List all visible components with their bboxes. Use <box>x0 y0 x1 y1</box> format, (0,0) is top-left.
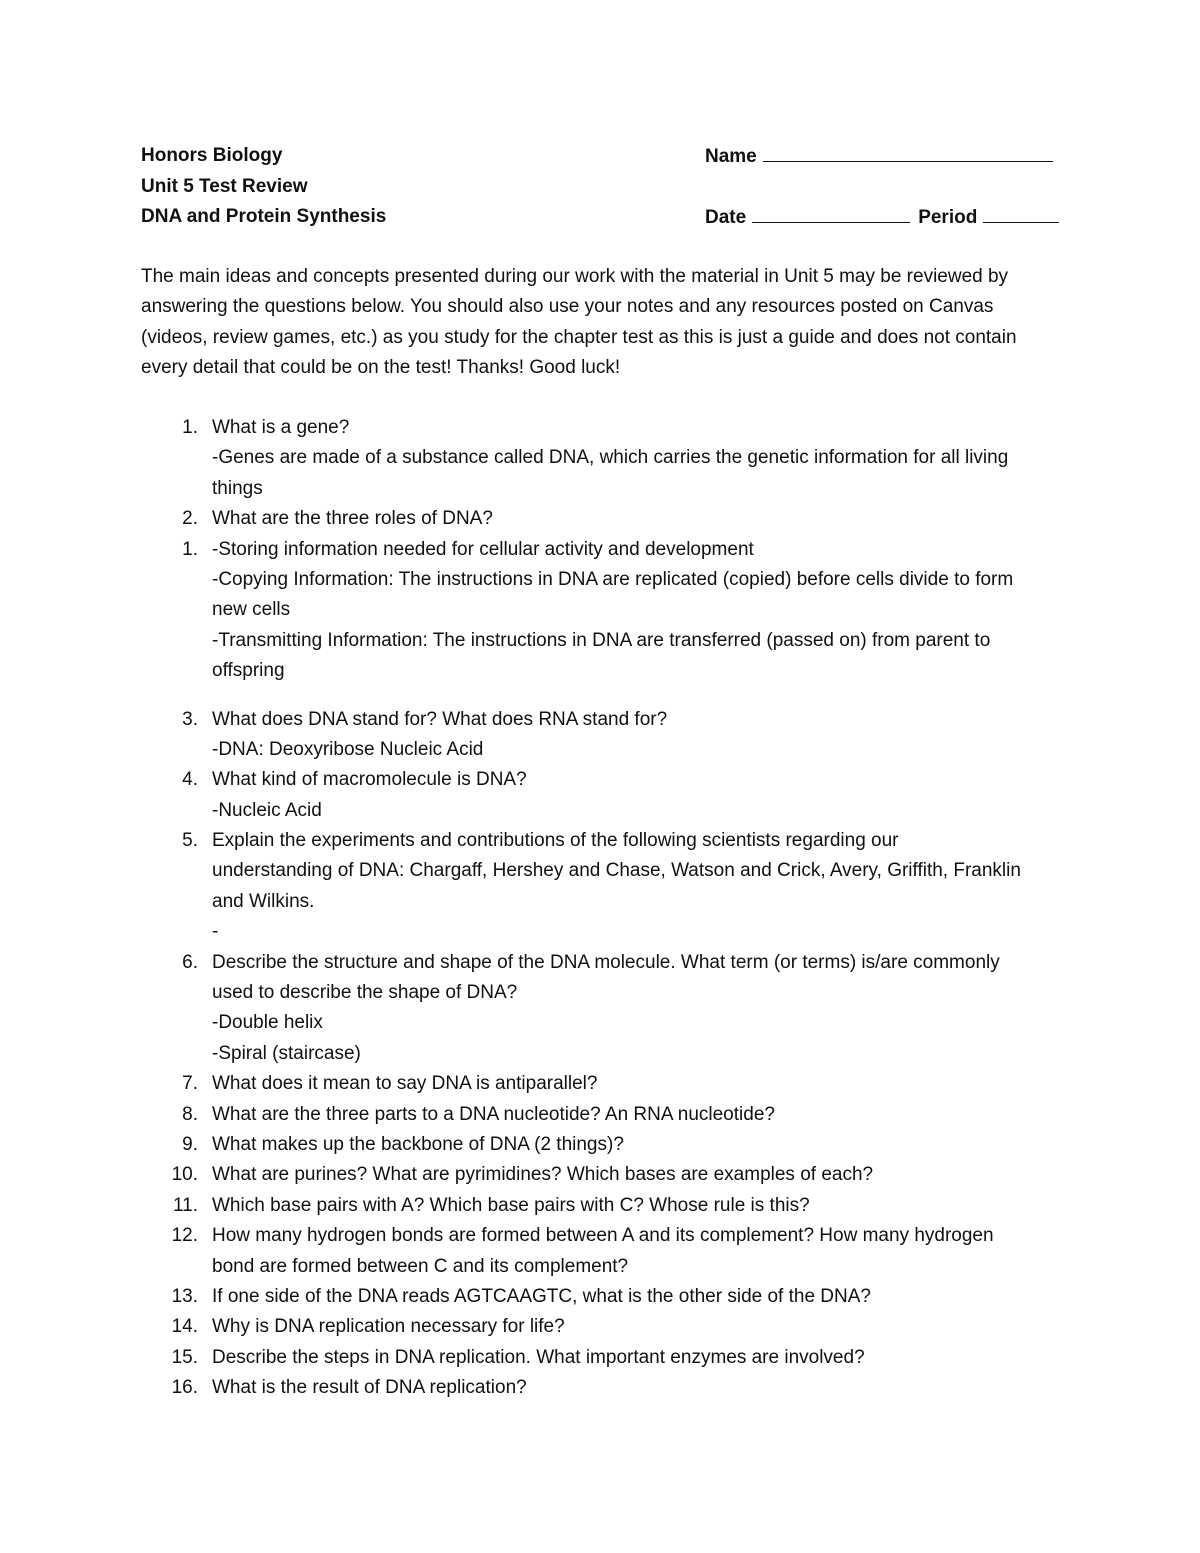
question-item <box>141 1312 1061 1342</box>
question-number: 7. <box>182 1073 198 1095</box>
header-left <box>141 141 386 233</box>
question-item <box>141 1160 1061 1190</box>
answer-line: bond are formed between C and its complement? <box>212 1255 629 1277</box>
question-item <box>141 535 1061 687</box>
answer-line: -Double helix <box>212 1012 323 1034</box>
question-number: 10. <box>171 1164 198 1186</box>
answer-line: offspring <box>212 660 285 682</box>
intro-line: every detail that could be on the test! Thanks! Good luck! <box>141 357 621 379</box>
question-number: 8. <box>182 1103 198 1125</box>
question-number: 5. <box>182 830 198 852</box>
period-label: Period <box>918 207 978 228</box>
question-item <box>141 1191 1061 1221</box>
question-item <box>141 826 1061 948</box>
question-text: Why is DNA replication necessary for life? <box>212 1316 565 1338</box>
answer-line: -Genes are made of a substance called DNA, which carries the genetic information for all living <box>212 447 1009 469</box>
header-right <box>705 141 1060 233</box>
question-text: How many hydrogen bonds are formed between A and its complement? How many hydrogen <box>212 1225 994 1247</box>
question-text: What makes up the backbone of DNA (2 things)? <box>212 1133 624 1155</box>
question-item <box>141 1282 1061 1312</box>
question-item <box>141 705 1061 766</box>
question-item <box>141 765 1061 826</box>
answer-line: -DNA: Deoxyribose Nucleic Acid <box>212 738 484 760</box>
answer-line: -Transmitting Information: The instructions in DNA are transferred (passed on) from parent to <box>212 629 991 651</box>
question-number: 3. <box>182 708 198 730</box>
intro-line: The main ideas and concepts presented during our work with the material in Unit 5 may be reviewed by <box>141 266 1009 287</box>
name-blank-line[interactable] <box>763 141 1053 162</box>
date-blank-line[interactable] <box>752 202 910 223</box>
unit-title: Unit 5 Test Review <box>141 175 308 197</box>
question-text: Explain the experiments and contributions of the following scientists regarding our <box>212 830 899 852</box>
question-text: Which base pairs with A? Which base pairs with C? Whose rule is this? <box>212 1194 810 1216</box>
question-text: What are purines? What are pyrimidines? Which bases are examples of each? <box>212 1164 874 1186</box>
intro-line: (videos, review games, etc.) as you study for the chapter test as this is just a guide and does not contain <box>141 326 1017 348</box>
question-number: 1. <box>182 538 198 560</box>
question-text: What is the result of DNA replication? <box>212 1377 527 1399</box>
intro-line: answering the questions below. You should also use your notes and any resources posted on Canvas <box>141 296 994 318</box>
question-item <box>141 948 1061 1070</box>
answer-line: understanding of DNA: Chargaff, Hershey and Chase, Watson and Crick, Avery, Griffith, Franklin <box>212 860 1021 882</box>
answer-line: -Spiral (staircase) <box>212 1042 361 1064</box>
question-number: 15. <box>171 1346 198 1368</box>
date-label: Date <box>705 207 747 228</box>
topic-title: DNA and Protein Synthesis <box>141 206 387 227</box>
question-number: 13. <box>171 1285 198 1307</box>
question-item <box>141 1100 1061 1130</box>
answer-line: -Copying Information: The instructions in DNA are replicated (copied) before cells divide to form <box>212 568 1014 590</box>
question-item <box>141 1373 1061 1403</box>
course-title: Honors Biology <box>141 145 283 166</box>
question-text: What kind of macromolecule is DNA? <box>212 769 527 791</box>
answer-line: things <box>212 477 263 499</box>
question-text: What are the three parts to a DNA nucleotide? An RNA nucleotide? <box>212 1103 775 1125</box>
question-text: If one side of the DNA reads AGTCAAGTC, what is the other side of the DNA? <box>212 1285 871 1307</box>
question-text: What does DNA stand for? What does RNA stand for? <box>212 708 668 730</box>
question-text: What are the three roles of DNA? <box>212 508 493 530</box>
question-item <box>141 1221 1061 1282</box>
name-label: Name <box>705 146 757 167</box>
period-blank-line[interactable] <box>983 202 1059 223</box>
question-text: -Storing information needed for cellular activity and development <box>212 538 754 560</box>
answer-line: - <box>212 921 219 943</box>
question-item <box>141 1130 1061 1160</box>
question-number: 2. <box>182 508 198 530</box>
question-item <box>141 1343 1061 1373</box>
date-period-row <box>705 202 1060 233</box>
intro-paragraph <box>141 262 1061 384</box>
question-item <box>141 504 1061 534</box>
question-number: 6. <box>182 951 198 973</box>
question-text: What does it mean to say DNA is antiparallel? <box>212 1073 598 1095</box>
question-list <box>141 413 1061 1404</box>
answer-line: new cells <box>212 599 291 621</box>
answer-line: and Wilkins. <box>212 890 315 912</box>
question-item <box>141 413 1061 504</box>
name-row <box>705 141 1060 172</box>
question-text: Describe the structure and shape of the DNA molecule. What term (or terms) is/are commonly <box>212 951 1000 973</box>
question-number: 9. <box>182 1133 198 1155</box>
question-item <box>141 1069 1061 1099</box>
question-text: Describe the steps in DNA replication. What important enzymes are involved? <box>212 1346 865 1368</box>
question-number: 1. <box>182 417 198 438</box>
answer-line: used to describe the shape of DNA? <box>212 982 518 1004</box>
question-text: What is a gene? <box>212 417 350 438</box>
answer-line: -Nucleic Acid <box>212 799 322 821</box>
question-number: 16. <box>171 1377 198 1399</box>
question-number: 4. <box>182 769 198 791</box>
question-number: 11. <box>172 1194 198 1216</box>
question-number: 12. <box>171 1225 198 1247</box>
question-number: 14. <box>171 1316 198 1338</box>
